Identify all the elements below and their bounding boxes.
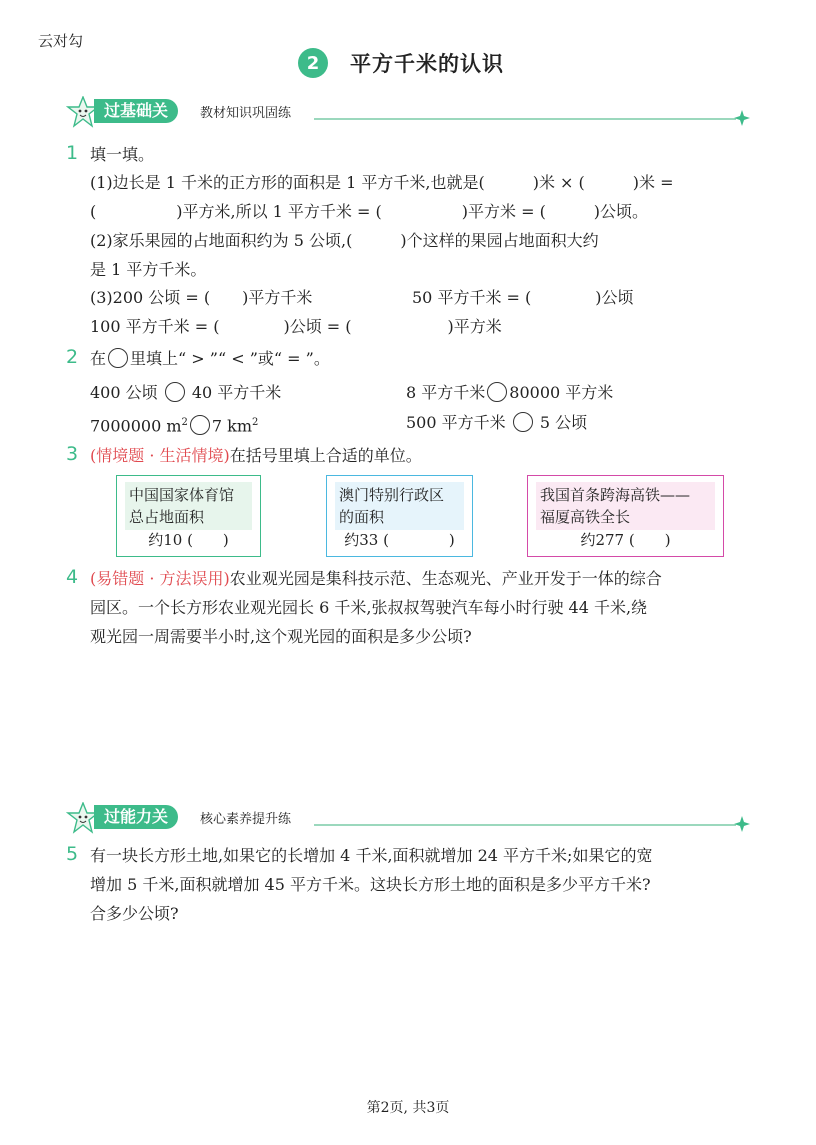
q1-line-2: ( )平方米,所以 1 平方千米 = ( )平方米 = ( )公顷。 bbox=[90, 202, 649, 221]
card-label bbox=[536, 482, 715, 530]
answer-circle[interactable] bbox=[487, 382, 507, 402]
card-answer: 约33 ( ) bbox=[344, 531, 455, 549]
section-subtitle: 核心素养提升练 bbox=[200, 812, 292, 827]
q3-tag: (情境题 · 生活情境) bbox=[90, 446, 230, 465]
sparkle-icon bbox=[734, 110, 750, 126]
q2-item-d bbox=[406, 413, 587, 434]
q2-pre: 在 bbox=[90, 349, 107, 368]
question-number-1: 1 bbox=[66, 142, 79, 164]
q4-tag: (易错题 · 方法误用) bbox=[90, 569, 230, 588]
answer-circle[interactable] bbox=[190, 415, 210, 435]
section-label: 过能力关 bbox=[94, 805, 178, 829]
question-number-2: 2 bbox=[66, 346, 79, 368]
q3-text: 在括号里填上合适的单位。 bbox=[229, 446, 422, 465]
answer-circle[interactable] bbox=[513, 412, 533, 432]
q1-line-3: (2)家乐果园的占地面积约为 5 公顷,( )个这样的果园占地面积大约 bbox=[90, 231, 599, 250]
q2-c-right: 7 km bbox=[211, 416, 253, 436]
q2-d-left: 500 平方千米 bbox=[406, 413, 506, 432]
card-line-1: 我国首条跨海高铁—— bbox=[540, 486, 691, 504]
q1-line-1: (1)边长是 1 千米的正方形的面积是 1 平方千米,也就是( )米 × ( )米 = bbox=[90, 173, 674, 192]
page-title: 平方千米的认识 bbox=[350, 52, 504, 76]
page-footer: 第2页, 共3页 bbox=[366, 1100, 450, 1116]
card-label bbox=[125, 482, 252, 530]
section-label: 过基础关 bbox=[94, 99, 178, 123]
section-divider bbox=[314, 824, 736, 826]
q1-line-6: 100 平方千米 = ( )公顷 = ( )平方米 bbox=[90, 317, 502, 336]
q2-item-a bbox=[90, 383, 281, 404]
lesson-number: 2 bbox=[298, 48, 328, 78]
q4-line-1 bbox=[90, 569, 662, 589]
title-block bbox=[298, 48, 504, 78]
q2-item-c bbox=[90, 413, 258, 437]
q1-line-4: 是 1 平方千米。 bbox=[90, 260, 207, 279]
answer-circle-icon bbox=[108, 348, 128, 368]
q2-item-b bbox=[406, 383, 613, 404]
q5-line-2: 增加 5 千米,面积就增加 45 平方千米。这块长方形土地的面积是多少平方千米? bbox=[90, 875, 651, 894]
section-bar-basic bbox=[66, 96, 750, 128]
question-number-4: 4 bbox=[66, 566, 79, 588]
unit-card-stadium bbox=[116, 475, 261, 557]
card-line-1: 中国国家体育馆 bbox=[129, 486, 235, 504]
q1-line-5b: 50 平方千米 = ( )公顷 bbox=[412, 288, 634, 307]
brand-label: 云对勾 bbox=[38, 32, 84, 50]
question-number-5: 5 bbox=[66, 843, 79, 865]
unit-card-railway bbox=[527, 475, 724, 557]
q2-instruction bbox=[90, 349, 330, 370]
q4-line-2: 园区。一个长方形农业观光园长 6 千米,张叔叔驾驶汽车每小时行驶 44 千米,绕 bbox=[90, 598, 648, 617]
q2-a-left: 400 公顷 bbox=[90, 383, 158, 402]
unit-card-macau bbox=[326, 475, 473, 557]
section-bar-ability bbox=[66, 802, 750, 834]
card-answer: 约10 ( ) bbox=[148, 531, 229, 549]
q4-text: 农业观光园是集科技示范、生态观光、产业开发于一体的综合 bbox=[229, 569, 662, 588]
card-line-2: 福厦高铁全长 bbox=[540, 508, 631, 526]
superscript: 2 bbox=[181, 417, 188, 428]
q3-prompt bbox=[90, 446, 422, 466]
section-subtitle: 教材知识巩固练 bbox=[200, 106, 292, 121]
card-line-2: 总占地面积 bbox=[129, 508, 205, 526]
card-line-1: 澳门特别行政区 bbox=[339, 486, 445, 504]
card-line-2: 的面积 bbox=[339, 508, 385, 526]
card-label bbox=[335, 482, 464, 530]
q2-b-left: 8 平方千米 bbox=[406, 383, 486, 402]
q2-post: 里填上“ > ”“ < ”或“ = ”。 bbox=[130, 349, 330, 368]
q2-c-left: 7000000 m bbox=[90, 416, 182, 436]
q1-line-5a: (3)200 公顷 = ( )平方千米 bbox=[90, 288, 313, 307]
q1-title: 填一填。 bbox=[90, 145, 155, 164]
answer-circle[interactable] bbox=[165, 382, 185, 402]
q2-d-right: 5 公顷 bbox=[539, 413, 588, 432]
card-answer: 约277 ( ) bbox=[580, 531, 671, 549]
q5-line-1: 有一块长方形土地,如果它的长增加 4 千米,面积就增加 24 平方千米;如果它的宽 bbox=[90, 846, 653, 865]
sparkle-icon bbox=[734, 816, 750, 832]
q5-line-3: 合多少公顷? bbox=[90, 904, 179, 923]
q4-line-3: 观光园一周需要半小时,这个观光园的面积是多少公顷? bbox=[90, 627, 472, 646]
q2-a-right: 40 平方千米 bbox=[191, 383, 282, 402]
section-divider bbox=[314, 118, 736, 120]
superscript: 2 bbox=[252, 417, 259, 428]
question-number-3: 3 bbox=[66, 443, 79, 465]
q2-b-right: 80000 平方米 bbox=[509, 383, 614, 402]
